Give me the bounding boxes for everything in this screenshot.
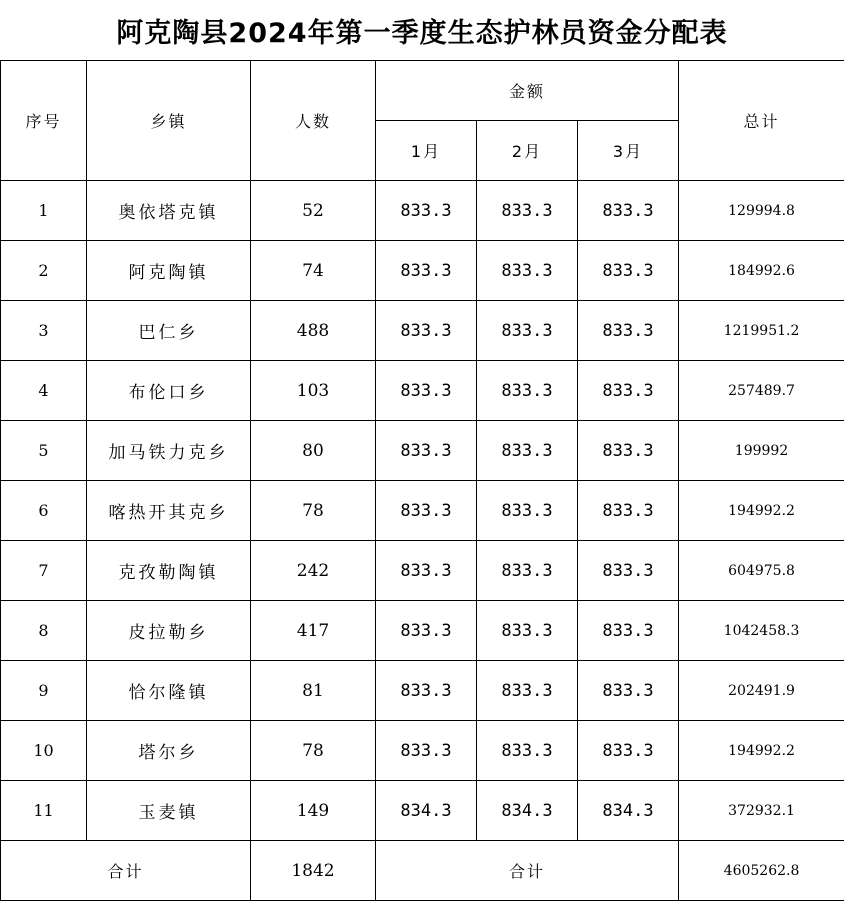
header-month-3: 3月 — [578, 121, 679, 181]
cell-people: 78 — [251, 481, 376, 541]
header-row-top — [1, 61, 844, 121]
cell-town: 奥依塔克镇 — [87, 181, 251, 241]
cell-people: 52 — [251, 181, 376, 241]
cell-people: 417 — [251, 601, 376, 661]
cell-people: 488 — [251, 301, 376, 361]
cell-month-2: 833.3 — [477, 481, 578, 541]
cell-town: 恰尔隆镇 — [87, 661, 251, 721]
cell-index: 5 — [1, 421, 87, 481]
cell-total: 199992 — [679, 421, 844, 481]
cell-index: 2 — [1, 241, 87, 301]
table-row — [1, 661, 844, 721]
cell-month-3: 833.3 — [578, 721, 679, 781]
header-total: 总计 — [679, 61, 844, 181]
cell-total: 202491.9 — [679, 661, 844, 721]
footer-label: 合计 — [1, 841, 251, 901]
cell-town: 喀热开其克乡 — [87, 481, 251, 541]
header-index: 序号 — [1, 61, 87, 181]
cell-total: 129994.8 — [679, 181, 844, 241]
table-row — [1, 541, 844, 601]
table-row — [1, 241, 844, 301]
cell-people: 78 — [251, 721, 376, 781]
table-row — [1, 781, 844, 841]
footer-amount-label: 合计 — [376, 841, 679, 901]
cell-month-3: 833.3 — [578, 241, 679, 301]
cell-town: 玉麦镇 — [87, 781, 251, 841]
cell-month-2: 833.3 — [477, 181, 578, 241]
cell-month-3: 833.3 — [578, 601, 679, 661]
header-month-1: 1月 — [376, 121, 477, 181]
cell-town: 塔尔乡 — [87, 721, 251, 781]
cell-people: 242 — [251, 541, 376, 601]
cell-town: 皮拉勒乡 — [87, 601, 251, 661]
cell-month-1: 833.3 — [376, 181, 477, 241]
cell-people: 74 — [251, 241, 376, 301]
cell-month-1: 833.3 — [376, 721, 477, 781]
cell-month-1: 833.3 — [376, 421, 477, 481]
cell-total: 1219951.2 — [679, 301, 844, 361]
cell-total: 194992.2 — [679, 481, 844, 541]
cell-index: 1 — [1, 181, 87, 241]
header-month-2: 2月 — [477, 121, 578, 181]
cell-index: 3 — [1, 301, 87, 361]
cell-index: 9 — [1, 661, 87, 721]
cell-month-1: 833.3 — [376, 661, 477, 721]
cell-total: 184992.6 — [679, 241, 844, 301]
cell-month-2: 833.3 — [477, 721, 578, 781]
footer-people: 1842 — [251, 841, 376, 901]
cell-month-3: 833.3 — [578, 661, 679, 721]
header-people: 人数 — [251, 61, 376, 181]
cell-index: 7 — [1, 541, 87, 601]
cell-index: 10 — [1, 721, 87, 781]
cell-month-2: 834.3 — [477, 781, 578, 841]
cell-month-3: 834.3 — [578, 781, 679, 841]
table-row — [1, 601, 844, 661]
cell-people: 103 — [251, 361, 376, 421]
table-row — [1, 181, 844, 241]
cell-total: 372932.1 — [679, 781, 844, 841]
cell-total: 604975.8 — [679, 541, 844, 601]
cell-month-2: 833.3 — [477, 361, 578, 421]
cell-town: 加马铁力克乡 — [87, 421, 251, 481]
page-title: 阿克陶县2024年第一季度生态护林员资金分配表 — [116, 17, 728, 49]
header-amount: 金额 — [376, 61, 679, 121]
cell-month-2: 833.3 — [477, 661, 578, 721]
cell-month-3: 833.3 — [578, 541, 679, 601]
cell-town: 克孜勒陶镇 — [87, 541, 251, 601]
cell-month-1: 833.3 — [376, 361, 477, 421]
allocation-table — [0, 60, 844, 901]
cell-month-1: 834.3 — [376, 781, 477, 841]
table-row — [1, 301, 844, 361]
table-row — [1, 721, 844, 781]
cell-index: 6 — [1, 481, 87, 541]
cell-month-1: 833.3 — [376, 601, 477, 661]
cell-town: 布伦口乡 — [87, 361, 251, 421]
cell-people: 149 — [251, 781, 376, 841]
cell-month-1: 833.3 — [376, 541, 477, 601]
cell-town: 巴仁乡 — [87, 301, 251, 361]
cell-people: 81 — [251, 661, 376, 721]
cell-month-2: 833.3 — [477, 421, 578, 481]
table-row — [1, 361, 844, 421]
footer-row — [1, 841, 844, 901]
cell-month-3: 833.3 — [578, 421, 679, 481]
cell-total: 1042458.3 — [679, 601, 844, 661]
cell-month-3: 833.3 — [578, 481, 679, 541]
cell-people: 80 — [251, 421, 376, 481]
header-town: 乡镇 — [87, 61, 251, 181]
cell-month-3: 833.3 — [578, 361, 679, 421]
cell-town: 阿克陶镇 — [87, 241, 251, 301]
cell-month-1: 833.3 — [376, 481, 477, 541]
cell-month-2: 833.3 — [477, 541, 578, 601]
footer-total: 4605262.8 — [679, 841, 844, 901]
cell-index: 4 — [1, 361, 87, 421]
cell-index: 8 — [1, 601, 87, 661]
table-body — [1, 61, 844, 901]
cell-month-1: 833.3 — [376, 301, 477, 361]
cell-index: 11 — [1, 781, 87, 841]
table-row — [1, 421, 844, 481]
cell-month-3: 833.3 — [578, 181, 679, 241]
cell-month-2: 833.3 — [477, 241, 578, 301]
cell-month-1: 833.3 — [376, 241, 477, 301]
cell-month-2: 833.3 — [477, 301, 578, 361]
cell-month-2: 833.3 — [477, 601, 578, 661]
cell-total: 257489.7 — [679, 361, 844, 421]
cell-month-3: 833.3 — [578, 301, 679, 361]
table-row — [1, 481, 844, 541]
cell-total: 194992.2 — [679, 721, 844, 781]
